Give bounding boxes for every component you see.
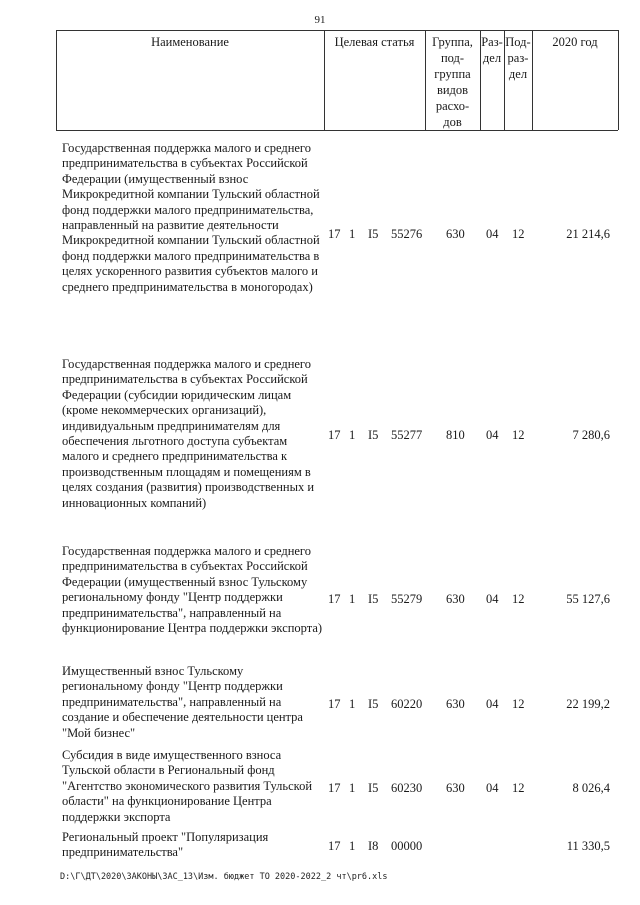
header-expense-group-line: расхо-	[435, 99, 470, 113]
code-part-c: I5	[368, 227, 379, 241]
header-section	[480, 34, 504, 66]
code-part-a: 17	[328, 227, 341, 241]
row-name: Государственная поддержка малого и среднего предпринимательства в субъектах Российской Федерации (имущественный взнос Тульскому региональному фонду "Центр поддержки предпринимательства", направленный на функционирование Центра поддержки экспорта)	[62, 544, 323, 636]
code-part-c: I5	[368, 781, 379, 795]
code-part-d: 60230	[391, 781, 423, 795]
header-target-article: Целевая статья	[334, 35, 415, 49]
row-name: Имущественный взнос Тульскому региональному фонду "Центр поддержки предпринимательства", направленный на создание и обеспечение деятельности центра "Мой бизнес"	[62, 664, 303, 740]
header-subsection-line: раз-	[507, 51, 529, 65]
header-expense-group-line: дов	[443, 115, 462, 129]
expense-group: 810	[446, 428, 465, 442]
amount: 21 214,6	[566, 227, 610, 241]
code-part-d: 60220	[391, 697, 423, 711]
section: 04	[486, 697, 499, 711]
header-divider	[618, 30, 619, 130]
row-name: Государственная поддержка малого и среднего предпринимательства в субъектах Российской Федерации (имущественный взнос Микрокредитной компании Тульский областной фонд поддержки малого предпринимательства, направленный на развитие деятельности Микрокредитной компании Тульский областной фонд поддержки малого предпринимательства в целях ускоренного развития субъектов малого и среднего предпринимательства в моногородах)	[62, 141, 320, 294]
section: 04	[486, 781, 499, 795]
code-part-a: 17	[328, 839, 341, 853]
header-expense-group	[425, 34, 480, 130]
code-part-a: 17	[328, 697, 341, 711]
amount: 7 280,6	[572, 428, 610, 442]
subsection: 12	[512, 227, 525, 241]
code-part-b: 1	[349, 227, 356, 241]
row-name: Субсидия в виде имущественного взноса Тульской области в Региональный фонд "Агентство экономического развития Тульской области" на функционирование Центра поддержки экспорта	[62, 748, 313, 824]
subsection: 12	[512, 592, 525, 606]
amount: 22 199,2	[566, 697, 610, 711]
expense-group: 630	[446, 781, 465, 795]
code-part-b: 1	[349, 428, 356, 442]
header-section-line: Раз-	[481, 35, 503, 49]
row-name: Региональный проект "Популяризация предпринимательства"	[62, 830, 269, 860]
section: 04	[486, 592, 499, 606]
subsection: 12	[512, 697, 525, 711]
code-part-d: 55276	[391, 227, 423, 241]
header-top-border	[56, 30, 618, 31]
code-part-d: 55279	[391, 592, 423, 606]
header-subsection-line: дел	[508, 67, 528, 81]
subsection: 12	[512, 428, 525, 442]
expense-group: 630	[446, 592, 465, 606]
code-part-d: 55277	[391, 428, 423, 442]
row-name: Государственная поддержка малого и среднего предпринимательства в субъектах Российской Федерации (субсидии юридическим лицам (кроме некоммерческих организаций), индивидуальным предпринимателям для обеспечения льготного доступа субъектам малого и среднего предпринимательства к производственным площадям и помещениям в целях создания (развития) производственных и инновационных компаний)	[62, 357, 315, 510]
code-part-b: 1	[349, 781, 356, 795]
header-year: 2020 год	[552, 35, 598, 49]
header-bottom-border	[56, 130, 618, 131]
code-part-c: I5	[368, 592, 379, 606]
header-section-line: дел	[482, 51, 502, 65]
code-part-b: 1	[349, 592, 356, 606]
header-expense-group-line: Группа,	[432, 35, 473, 49]
section: 04	[486, 227, 499, 241]
header-name: Наименование	[151, 35, 229, 49]
amount: 11 330,5	[566, 839, 610, 853]
amount: 8 026,4	[572, 781, 610, 795]
expense-group: 630	[446, 697, 465, 711]
expense-group: 630	[446, 227, 465, 241]
amount: 55 127,6	[566, 592, 610, 606]
code-part-a: 17	[328, 592, 341, 606]
header-subsection	[504, 34, 532, 82]
code-part-b: 1	[349, 839, 356, 853]
code-part-c: I5	[368, 428, 379, 442]
page-number: 91	[314, 14, 326, 26]
header-expense-group-line: под-	[440, 51, 465, 65]
header-subsection-line: Под-	[505, 35, 531, 49]
code-part-a: 17	[328, 428, 341, 442]
code-part-d: 00000	[391, 839, 423, 853]
code-part-c: I8	[368, 839, 379, 853]
subsection: 12	[512, 781, 525, 795]
header-expense-group-line: видов	[436, 83, 469, 97]
section: 04	[486, 428, 499, 442]
code-part-c: I5	[368, 697, 379, 711]
header-expense-group-line: группа	[434, 67, 471, 81]
code-part-a: 17	[328, 781, 341, 795]
code-part-b: 1	[349, 697, 356, 711]
file-path-footer: D:\Г\ДТ\2020\ЗАКОНЫ\ЗАС_13\Изм. бюджет ТО 2020-2022_2 чт\pr6.xls	[60, 872, 388, 882]
